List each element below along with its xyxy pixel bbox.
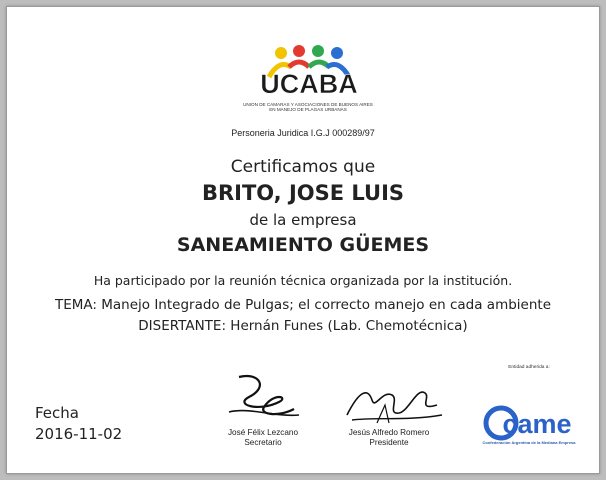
logo-subtitle-line-1: UNION DE CAMARAS Y ASOCIACIONES DE BUENOS AIRES bbox=[243, 102, 373, 107]
ucaba-logo bbox=[239, 45, 379, 125]
logo-dot-blue bbox=[331, 47, 343, 59]
company-name: SANEAMIENTO GÜEMES bbox=[176, 234, 430, 256]
signature-scribble-secretario bbox=[219, 367, 309, 427]
recipient-name: BRITO, JOSE LUIS bbox=[201, 181, 405, 205]
date-value: 2016-11-02 bbox=[35, 425, 123, 443]
logo-arc-green bbox=[309, 62, 329, 67]
came-subtitle: Confederación Argentina de la Mediana Empresa bbox=[482, 440, 576, 445]
signer-name: José Félix Lezcano bbox=[227, 428, 299, 437]
speaker-text: DISERTANTE: Hernán Funes (Lab. Chemotécnica) bbox=[138, 318, 468, 334]
came-logo-text: came bbox=[502, 409, 572, 439]
date-block bbox=[35, 403, 122, 445]
legal-status: Personeria Juridica I.G.J 000289/97 bbox=[231, 128, 375, 138]
topic-text: TEMA: Manejo Integrado de Pulgas; el correcto manejo en cada ambiente bbox=[54, 297, 552, 313]
logo-subtitle bbox=[243, 102, 373, 112]
signature-scribble-presidente bbox=[337, 375, 447, 430]
signer-role: Secretario bbox=[244, 438, 282, 447]
logo-subtitle-line-2: EN MANEJO DE PLAGAS URBANAS bbox=[269, 107, 347, 113]
logo-arc-red bbox=[289, 62, 309, 67]
came-logo bbox=[481, 405, 581, 441]
signer-role: Presidente bbox=[369, 438, 409, 447]
certify-line: Certificamos que bbox=[230, 157, 376, 177]
signature-presidente bbox=[329, 428, 449, 448]
logo-dot-green bbox=[312, 45, 324, 57]
logo-wordmark: UCABA bbox=[260, 69, 358, 99]
signer-name: Jesús Alfredo Romero bbox=[348, 428, 430, 437]
logo-dot-red bbox=[293, 45, 305, 57]
came-adhered-label: Entidad adherida a: bbox=[508, 365, 550, 370]
date-label: Fecha bbox=[35, 404, 79, 422]
company-intro: de la empresa bbox=[249, 211, 357, 229]
signature-secretario bbox=[203, 428, 323, 448]
certificate bbox=[6, 6, 600, 474]
participation-text: Ha participado por la reunión técnica organizada por la institución. bbox=[93, 273, 513, 288]
logo-dot-yellow bbox=[275, 47, 287, 59]
